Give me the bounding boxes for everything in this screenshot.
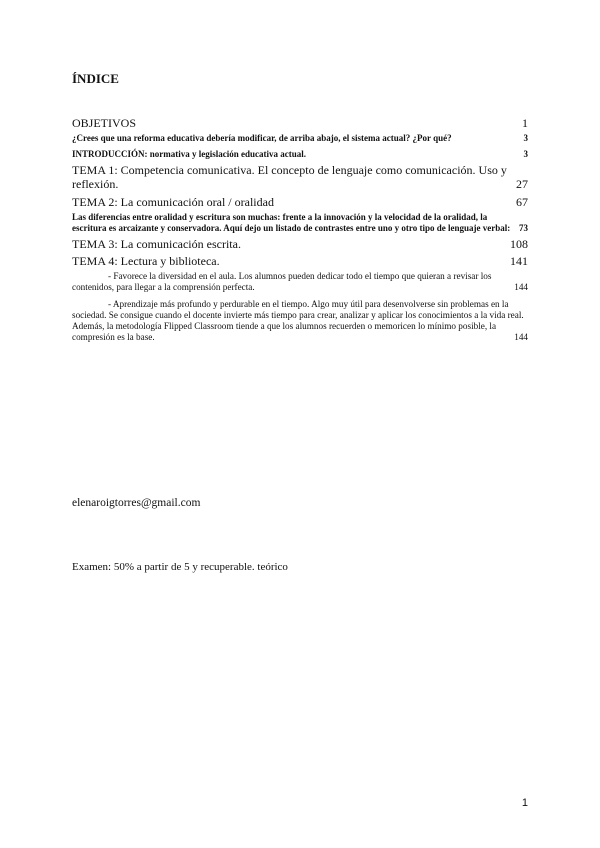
toc-entry-text: OBJETIVOS: [72, 116, 137, 130]
toc-entry-page: 141: [510, 254, 528, 268]
page-number: 1: [521, 797, 528, 809]
toc-entry-page: 144: [514, 282, 528, 292]
toc-entry-tema-1[interactable]: [72, 163, 528, 191]
toc-entry-text: - Aprendizaje más profundo y perdurable en el tiempo. Algo muy útil para desenvolverse sin problemas en la sociedad. Se consigue cuando el docente invierte más tiempo para crear, analizar y aplicar los conocimientos a la vida real. Además, la metodología Flipped Classroom tiende a que los alumnos recuerden o memoricen lo mínimo posible, la compresión es la base.: [72, 299, 524, 342]
toc-entry-text: - Favorece la diversidad en el aula. Los alumnos pueden dedicar todo el tiempo que quieran a revisar los contenidos, para llegar a la comprensión perfecta.: [72, 271, 492, 292]
toc-entry-tema-4[interactable]: [72, 254, 528, 268]
toc-entry-oralidad-escritura[interactable]: [72, 212, 528, 234]
email-address[interactable]: elenaroigtorres@gmail.com: [72, 497, 201, 509]
toc-entry-page: 3: [523, 149, 528, 159]
toc-entry-page: 27: [516, 177, 528, 191]
toc-entry-introduccion[interactable]: [72, 149, 528, 160]
toc-entry-tema-2[interactable]: [72, 195, 528, 209]
toc-entry-text: INTRODUCCIÓN: normativa y legislación educativa actual.: [72, 149, 306, 159]
toc-entry-page: 144: [514, 332, 528, 342]
toc-entry-tema-3[interactable]: [72, 237, 528, 251]
exam-note: Examen: 50% a partir de 5 y recuperable. teórico: [72, 561, 288, 573]
table-of-contents: [72, 116, 528, 343]
toc-entry-reforma[interactable]: [72, 133, 528, 144]
toc-entry-objetivos[interactable]: [72, 116, 528, 130]
toc-entry-aprendizaje[interactable]: [72, 299, 528, 343]
toc-entry-page: 73: [519, 223, 528, 233]
toc-entry-page: 1: [522, 116, 528, 130]
toc-entry-text: ¿Crees que una reforma educativa debería modificar, de arriba abajo, el sistema actual? ¿Por qué?: [72, 133, 452, 143]
toc-entry-diversidad[interactable]: [72, 271, 528, 293]
toc-entry-text: TEMA 1: Competencia comunicativa. El concepto de lenguaje como comunicación. Uso y reflexión.: [72, 163, 507, 191]
toc-entry-text: TEMA 4: Lectura y biblioteca.: [72, 254, 220, 268]
toc-entry-page: 67: [516, 195, 528, 209]
toc-entry-page: 108: [510, 237, 528, 251]
toc-entry-text: Las diferencias entre oralidad y escritura son muchas: frente a la innovación y la velocidad de la oralidad, la escritura es arcaizante y conservadora. Aquí dejo un listado de contrastes entre uno y otro tipo de lenguaje verbal:: [72, 212, 511, 233]
toc-entry-text: TEMA 2: La comunicación oral / oralidad: [72, 195, 274, 209]
toc-entry-page: 3: [523, 133, 528, 143]
index-heading: ÍNDICE: [72, 71, 119, 86]
toc-entry-text: TEMA 3: La comunicación escrita.: [72, 237, 241, 251]
